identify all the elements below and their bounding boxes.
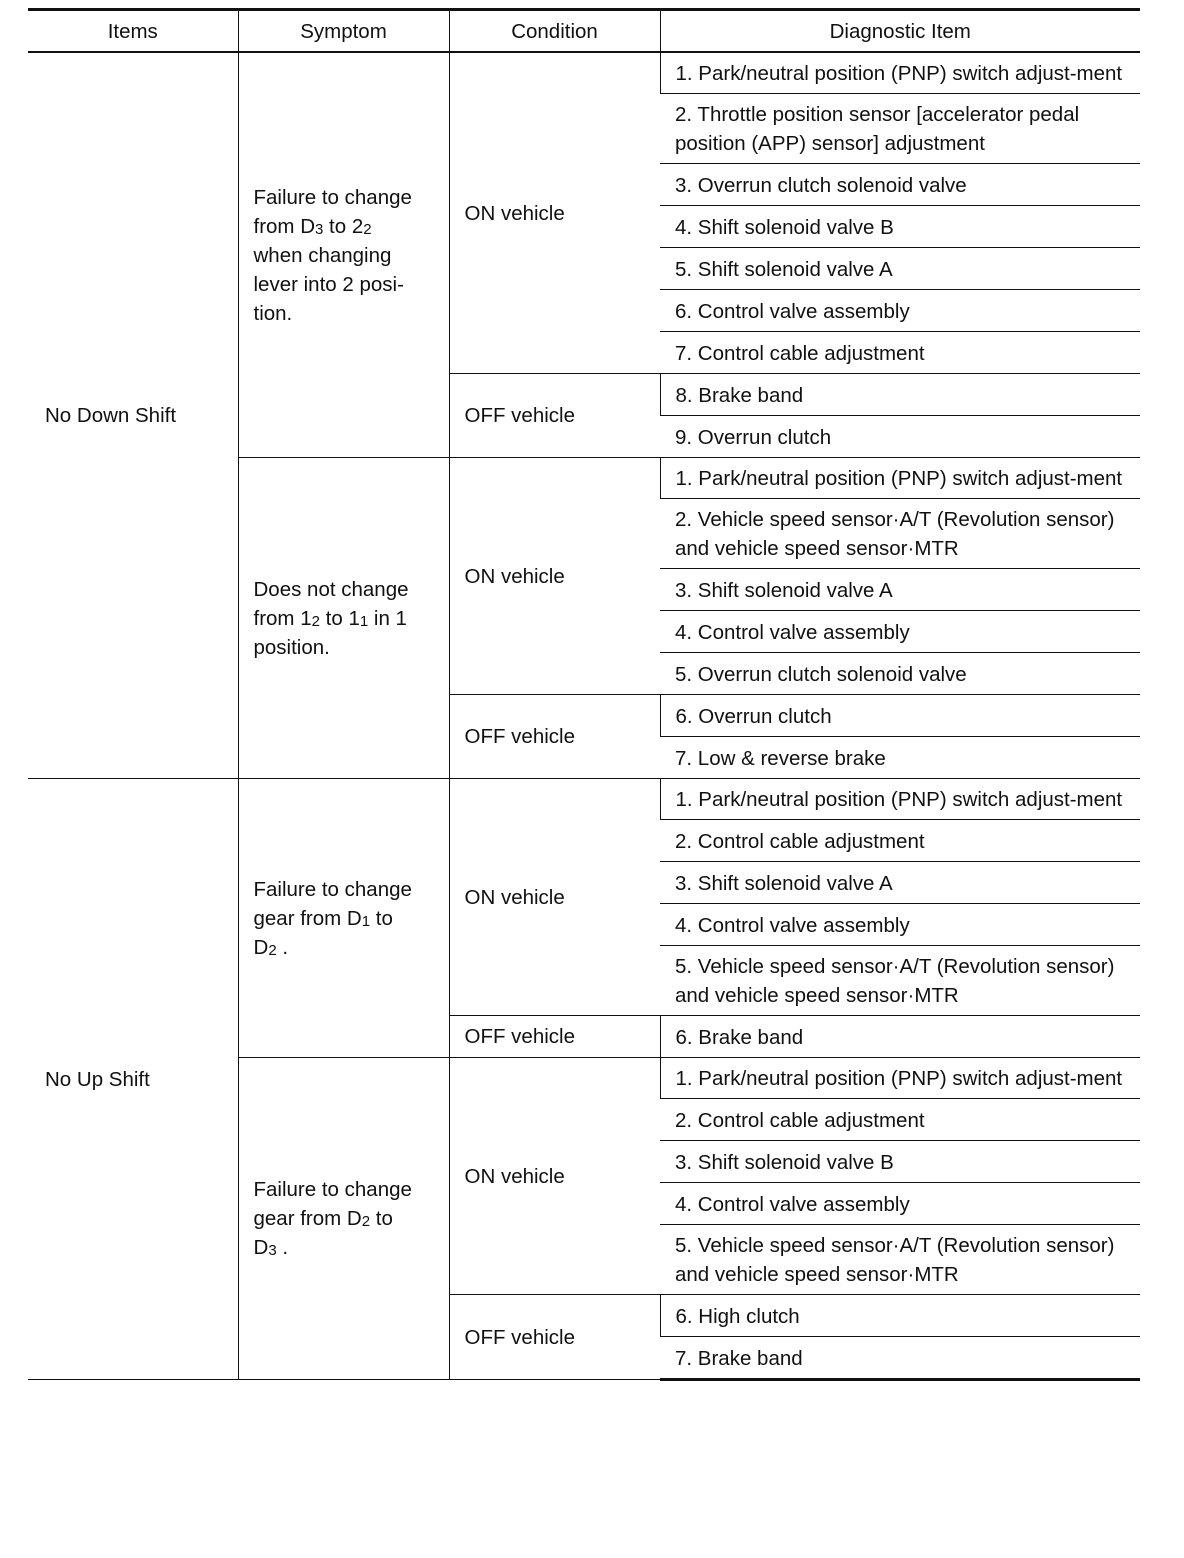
diagnostic-item-cell: 4. Shift solenoid valve B (660, 206, 1140, 248)
symptom-text: tion. (253, 301, 293, 325)
condition-cell: ON vehicle (449, 458, 660, 695)
condition-cell: OFF vehicle (449, 1016, 660, 1058)
symptom-text: from D (253, 214, 315, 238)
table-row (28, 52, 1140, 94)
gear-subscript: 2 (363, 220, 372, 238)
table-row (28, 779, 1140, 820)
diagnostic-item-cell: 5. Overrun clutch solenoid valve (660, 653, 1140, 695)
symptom-text: to 2 (323, 214, 364, 238)
diagnostic-item-cell: 6. Brake band (660, 1016, 1140, 1058)
gear-subscript: 3 (268, 1242, 277, 1259)
diagnostic-item-cell: 4. Control valve assembly (660, 1183, 1140, 1225)
symptom-text: when changing (253, 243, 392, 267)
symptom-text: D (253, 1236, 269, 1259)
diagnostic-item-cell: 4. Control valve assembly (660, 611, 1140, 653)
symptom-text: Does not change (253, 577, 409, 601)
symptom-text: to 1 (319, 606, 360, 630)
item-cell: No Up Shift (28, 779, 238, 1380)
symptom-text: Failure to change (253, 1178, 412, 1201)
diagnostic-item-cell: 5. Shift solenoid valve A (660, 248, 1140, 290)
diagnostic-item-cell: 2. Vehicle speed sensor·A/T (Revolution sensor) and vehicle speed sensor·MTR (660, 499, 1140, 569)
diagnostic-item-cell: 2. Control cable adjustment (660, 820, 1140, 862)
diagnostic-item-cell: 9. Overrun clutch (660, 416, 1140, 458)
symptom-cell (238, 52, 449, 458)
condition-cell: OFF vehicle (449, 1295, 660, 1380)
gear-subscript: 2 (268, 941, 277, 959)
symptom-cell (238, 1058, 449, 1380)
diagnostic-item-cell: 3. Shift solenoid valve A (660, 569, 1140, 611)
symptom-text: . (276, 1236, 289, 1259)
header-items: Items (28, 10, 238, 53)
diagnostic-item-cell: 7. Brake band (660, 1337, 1140, 1380)
symptom-cell (238, 779, 449, 1058)
diagnostic-item-cell: 3. Shift solenoid valve B (660, 1141, 1140, 1183)
diagnostic-item-cell: 4. Control valve assembly (660, 904, 1140, 946)
symptom-text: gear from D (253, 906, 362, 930)
symptom-text: to (370, 906, 393, 930)
diagnostic-item-cell: 5. Vehicle speed sensor·A/T (Revolution sensor) and vehicle speed sensor·MTR (660, 1225, 1140, 1295)
diagnostic-item-cell: 7. Low & reverse brake (660, 737, 1140, 779)
diagnostic-item-cell: 6. Control valve assembly (660, 290, 1140, 332)
diagnostic-item-cell: 2. Control cable adjustment (660, 1099, 1140, 1141)
symptom-text: Failure to change (253, 877, 412, 901)
diagnostic-item-cell: 3. Overrun clutch solenoid valve (660, 164, 1140, 206)
condition-cell: ON vehicle (449, 52, 660, 374)
gear-subscript: 1 (361, 912, 371, 930)
diagnostic-item-cell: 6. High clutch (660, 1295, 1140, 1337)
gear-subscript: 2 (361, 1213, 371, 1230)
gear-subscript: 2 (311, 612, 320, 630)
symptom-cell (238, 458, 449, 779)
header-condition: Condition (449, 10, 660, 53)
symptom-text: from 1 (253, 606, 312, 630)
condition-cell: OFF vehicle (449, 695, 660, 779)
symptom-text: in 1 (368, 606, 407, 630)
diagnostic-item-cell: 2. Throttle position sensor [accelerator pedal position (APP) sensor] adjustment (660, 94, 1140, 164)
gear-subscript: 3 (315, 220, 324, 238)
condition-cell: ON vehicle (449, 1058, 660, 1295)
gear-subscript: 1 (359, 612, 369, 630)
symptom-text: to (370, 1207, 393, 1230)
table-body (28, 52, 1140, 1380)
symptom-text: position. (253, 635, 330, 659)
diagnostic-item-cell: 8. Brake band (660, 374, 1140, 416)
diagnostic-table (28, 8, 1140, 1381)
condition-cell: OFF vehicle (449, 374, 660, 458)
table-header (28, 10, 1140, 53)
diagnostic-item-cell: 1. Park/neutral position (PNP) switch adjust-ment (660, 52, 1140, 94)
condition-cell: ON vehicle (449, 779, 660, 1016)
symptom-text: lever into 2 posi- (253, 272, 404, 296)
diagnostic-item-cell: 1. Park/neutral position (PNP) switch adjust-ment (660, 779, 1140, 820)
diagnostic-item-cell: 6. Overrun clutch (660, 695, 1140, 737)
diagnostic-item-cell: 7. Control cable adjustment (660, 332, 1140, 374)
diagnostic-item-cell: 5. Vehicle speed sensor·A/T (Revolution sensor) and vehicle speed sensor·MTR (660, 946, 1140, 1016)
symptom-text: D (253, 935, 269, 959)
diagnostic-item-cell: 1. Park/neutral position (PNP) switch adjust-ment (660, 1058, 1140, 1099)
header-symptom: Symptom (238, 10, 449, 53)
symptom-text: gear from D (253, 1207, 362, 1230)
diagnostic-item-cell: 3. Shift solenoid valve A (660, 862, 1140, 904)
header-diagnostic-item: Diagnostic Item (660, 10, 1140, 53)
symptom-text: Failure to change (253, 185, 412, 209)
symptom-text: . (276, 935, 289, 959)
diagnostic-item-cell: 1. Park/neutral position (PNP) switch adjust-ment (660, 458, 1140, 499)
item-cell: No Down Shift (28, 52, 238, 779)
